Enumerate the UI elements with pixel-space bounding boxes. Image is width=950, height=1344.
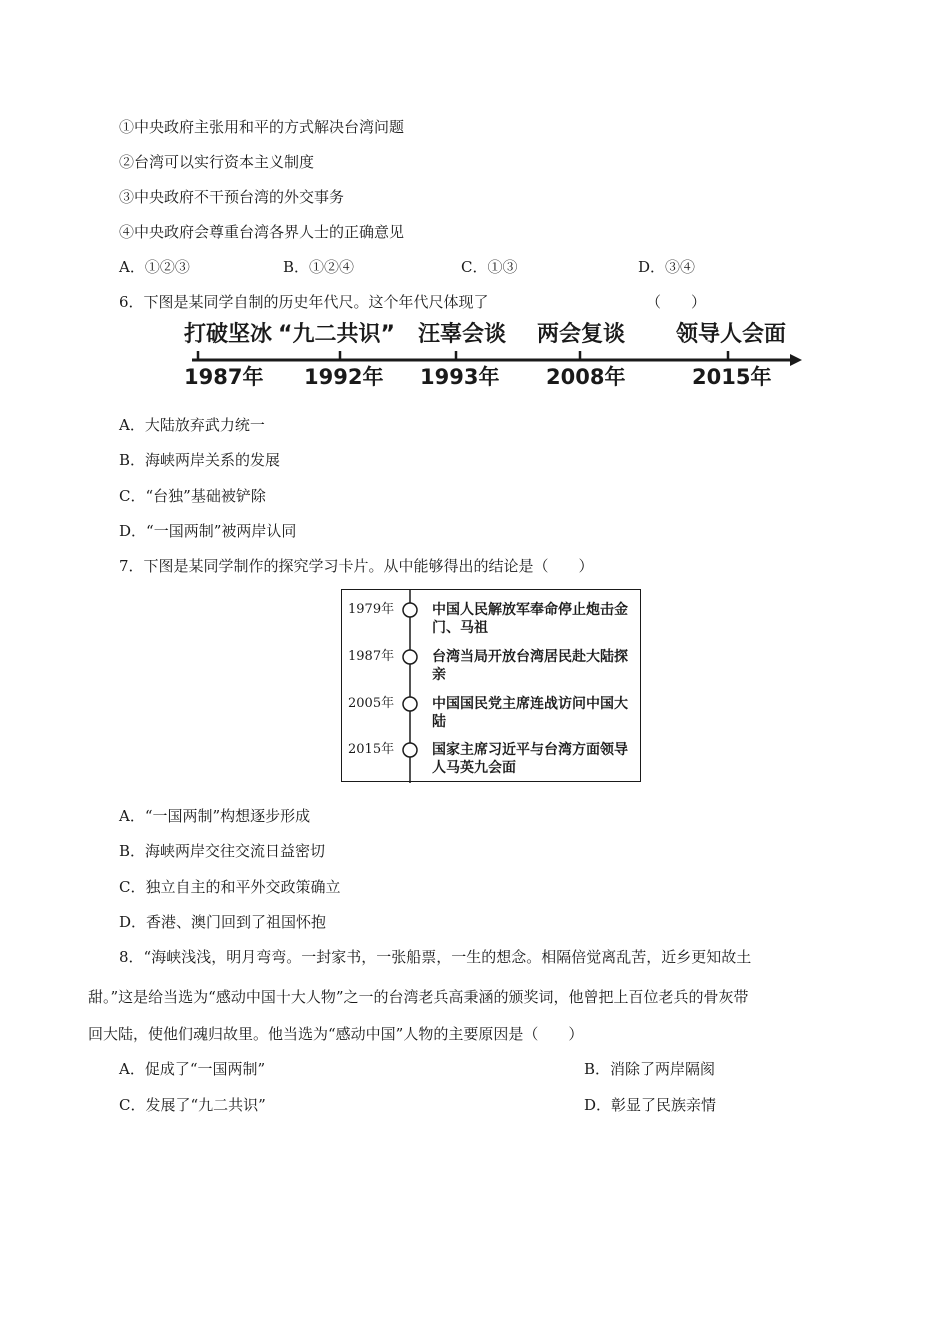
timeline-year-3: 1993年: [420, 365, 500, 389]
q8-option-d[interactable]: D．彰显了民族亲情: [584, 1096, 717, 1114]
q8-option-b[interactable]: B．消除了两岸隔阂: [584, 1060, 716, 1078]
card-node: [403, 650, 417, 664]
statement-1: ①中央政府主张用和平的方式解决台湾问题: [119, 118, 405, 136]
q6-stem: 6．下图是某同学自制的历史年代尺。这个年代尺体现了: [119, 293, 489, 311]
q8-line-1: 8．“海峡浅浅，明月弯弯。一封家书，一张船票，一生的想念。相隔倍觉离乱苦，近乡更知故土: [119, 948, 752, 966]
q6-option-d[interactable]: D．“一国两制”被两岸认同: [119, 522, 297, 540]
statement-3: ③中央政府不干预台湾的外交事务: [119, 188, 345, 206]
q6-option-a[interactable]: A．大陆放弃武力统一: [119, 416, 265, 434]
timeline-event-2: “九二共识”: [278, 322, 395, 347]
q8-option-c[interactable]: C．发展了“九二共识”: [119, 1096, 266, 1114]
timeline-event-1: 打破坚冰: [184, 322, 273, 347]
card-node: [403, 743, 417, 757]
timeline-event-5: 领导人会面: [676, 322, 787, 347]
card-text-1: 中国人民解放军奉命停止炮击金门、马祖: [432, 602, 628, 636]
timeline-year-2: 1992年: [304, 365, 384, 389]
q8-line-2: 甜。”这是给当选为“感动中国十大人物”之一的台湾老兵高秉涵的颁奖词，他曾把上百位老兵的骨灰带: [88, 988, 749, 1006]
card-year-4: 2015年: [348, 742, 395, 757]
q6-answer-paren: （ ）: [646, 293, 707, 311]
q8-option-a[interactable]: A．促成了“一国两制”: [119, 1060, 266, 1078]
statement-4: ④中央政府会尊重台湾各界人士的正确意见: [119, 223, 405, 241]
timeline-year-5: 2015年: [692, 365, 772, 389]
statement-2: ②台湾可以实行资本主义制度: [119, 153, 315, 171]
timeline-event-3: 汪辜会谈: [418, 322, 507, 347]
timeline-year-4: 2008年: [546, 365, 626, 389]
card-node: [403, 603, 417, 617]
q7-option-c[interactable]: C．独立自主的和平外交政策确立: [119, 878, 341, 896]
card-year-3: 2005年: [348, 696, 395, 711]
q8-line-3: 回大陆，使他们魂归故里。他当选为“感动中国”人物的主要原因是（ ）: [88, 1025, 584, 1043]
q6-option-c[interactable]: C．“台独”基础被铲除: [119, 487, 266, 505]
q6-option-b[interactable]: B．海峡两岸关系的发展: [119, 451, 281, 469]
q7-option-d[interactable]: D．香港、澳门回到了祖国怀抱: [119, 913, 327, 931]
q7-option-b[interactable]: B．海峡两岸交往交流日益密切: [119, 842, 326, 860]
card-year-1: 1979年: [348, 602, 395, 617]
timeline-year-1: 1987年: [184, 365, 264, 389]
card-node: [403, 697, 417, 711]
q7-stem: 7．下图是某同学制作的探究学习卡片。从中能够得出的结论是（ ）: [119, 557, 594, 575]
card-text-4: 国家主席习近平与台湾方面领导人马英九会面: [432, 742, 628, 776]
card-text-3: 中国国民党主席连战访问中国大陆: [432, 696, 628, 730]
card-text-2: 台湾当局开放台湾居民赴大陆探亲: [432, 649, 628, 683]
q5-option-c[interactable]: C．①③: [461, 258, 518, 276]
history-timeline: [180, 318, 810, 398]
q5-option-b[interactable]: B．①②④: [283, 258, 355, 276]
timeline-event-4: 两会复谈: [537, 322, 626, 347]
card-year-2: 1987年: [348, 649, 395, 664]
q5-option-a[interactable]: A．①②③: [119, 258, 190, 276]
study-card: [341, 589, 641, 782]
q5-option-d[interactable]: D．③④: [638, 258, 696, 276]
q7-option-a[interactable]: A．“一国两制”构想逐步形成: [119, 807, 311, 825]
